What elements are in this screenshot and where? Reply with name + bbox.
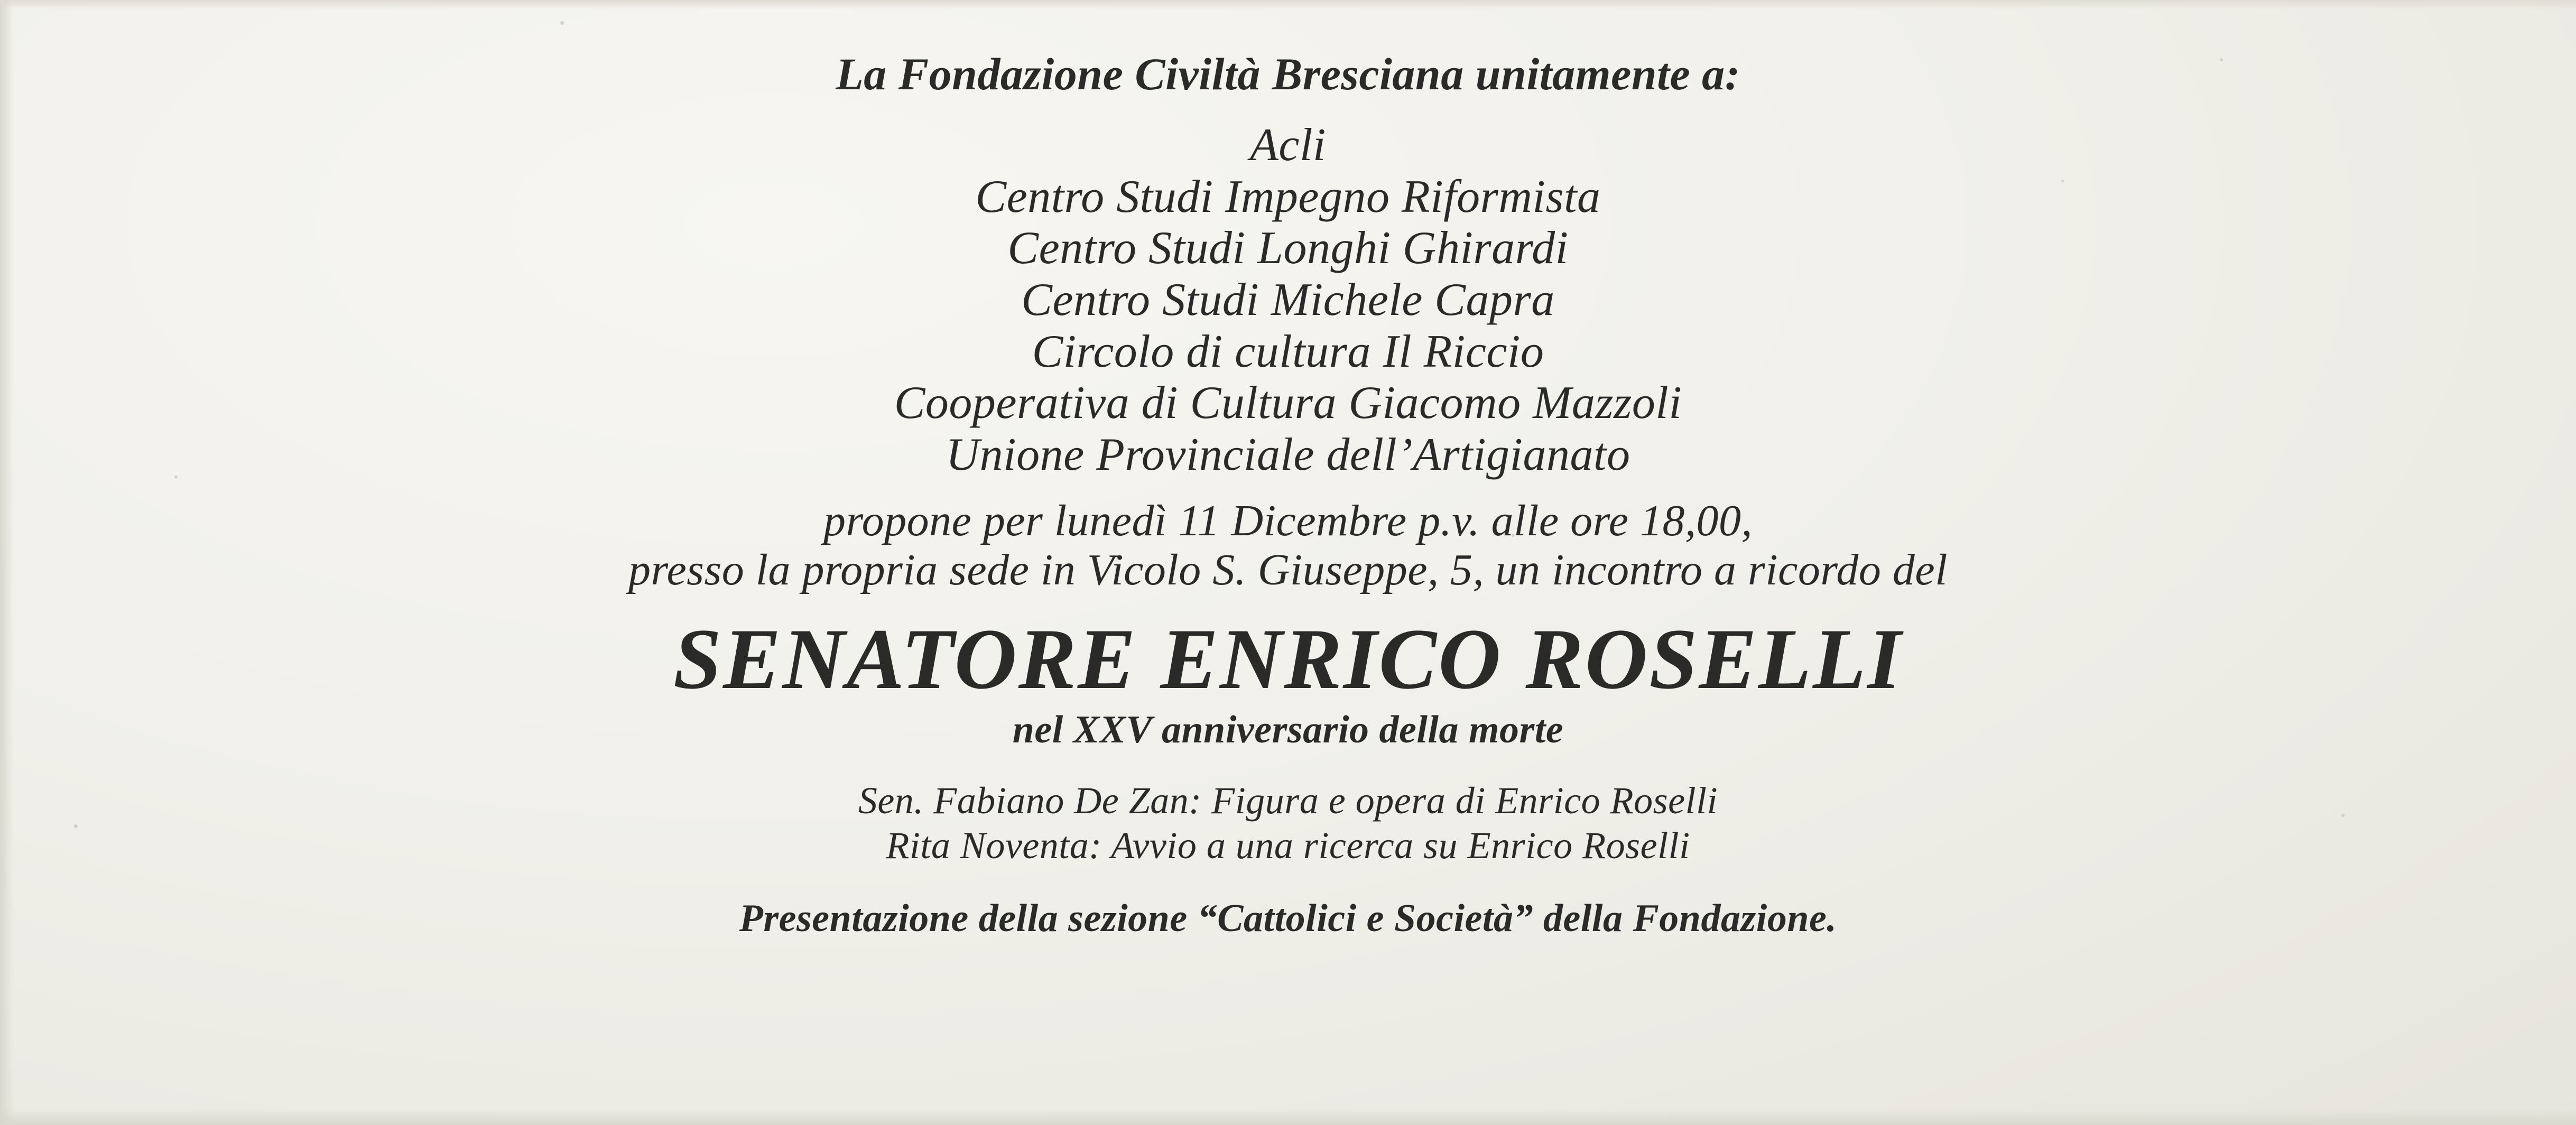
invitation-intro: La Fondazione Civiltà Bresciana unitamente a:: [836, 49, 1740, 99]
organization-item: Centro Studi Michele Capra: [1021, 274, 1555, 326]
presentation-note: Presentazione della sezione “Cattolici e Società” della Fondazione.: [739, 897, 1837, 941]
organization-item: Circolo di cultura Il Riccio: [1032, 326, 1544, 377]
event-details: [628, 498, 1948, 593]
event-detail-line: propone per lunedì 11 Dicembre p.v. alle ore 18,00,: [823, 496, 1753, 546]
organization-item: Cooperativa di Cultura Giacomo Mazzoli: [894, 377, 1682, 429]
organization-item: Centro Studi Longhi Ghirardi: [1007, 222, 1569, 274]
anniversary-subtitle: nel XXV anniversario della morte: [1012, 708, 1564, 752]
organization-item: Unione Provinciale dell’Artigianato: [946, 429, 1630, 480]
organization-list: [894, 121, 1682, 479]
organization-item: Acli: [1250, 119, 1326, 171]
speaker-item: Sen. Fabiano De Zan: Figura e opera di Enrico Roselli: [858, 779, 1718, 822]
organization-item: Centro Studi Impegno Riformista: [975, 171, 1601, 222]
speaker-item: Rita Noventa: Avvio a una ricerca su Enrico Roselli: [886, 824, 1690, 867]
event-detail-line: presso la propria sede in Vicolo S. Giuseppe, 5, un incontro a ricordo del: [628, 545, 1948, 595]
speaker-list: [858, 781, 1718, 866]
honoree-name: SENATORE ENRICO ROSELLI: [673, 611, 1903, 707]
